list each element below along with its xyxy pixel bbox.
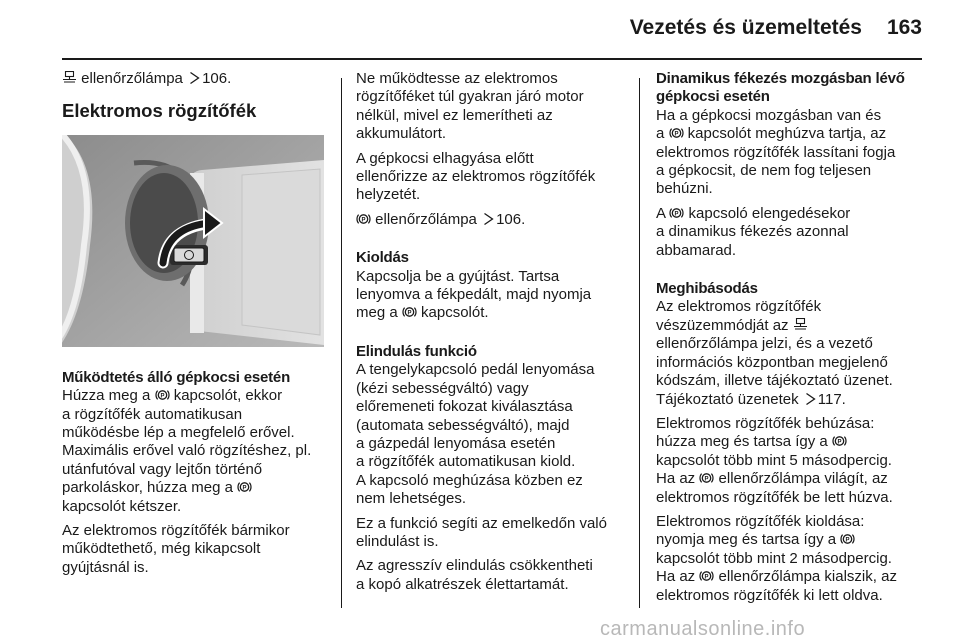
indicator-reference-line: ellenőrzőlámpa 106. — [62, 70, 326, 88]
paragraph: Húzza meg a kapcsolót, ekkor a rögzítőfék automatikusan működésbe lép a megfelelő erővel. Maximális erővel való rögzítéshez, pl. utánfutóval vagy lejtőn történő parkoláskor, húzza meg a kapcsolót kétszer. — [62, 387, 312, 515]
column-3 — [656, 70, 924, 611]
header-divider — [62, 58, 922, 60]
page-reference-arrow-icon — [803, 392, 818, 406]
paragraph: Kapcsolja be a gyújtást. Tartsa lenyomva a fékpedált, majd nyomja meg a kapcsolót. — [356, 267, 592, 322]
brake-warning-icon — [793, 318, 808, 332]
subheading-release: Kioldás — [356, 249, 409, 267]
paragraph: A gépkocsi elhagyása előtt ellenőrizze az elektromos rögzítőfék helyzetét. — [356, 149, 596, 204]
column-1 — [62, 70, 326, 583]
column-divider-1 — [341, 78, 342, 608]
parking-brake-icon — [832, 434, 847, 448]
column-divider-2 — [639, 78, 640, 608]
paragraph: Az elektromos rögzítőfék vészüzemmódját az ellenőrzőlámpa jelzi, és a vezető információs központban megjelenő kódszám, illetve tájékoztató üzenet. Tájékoztató üzenetek 117. — [656, 298, 893, 408]
page-reference-arrow-icon — [187, 71, 202, 85]
parking-brake-icon — [155, 388, 170, 402]
subheading-dynamic-braking: Dinamikus fékezés mozgásban lévő gépkocsi esetén — [656, 70, 905, 106]
column-2 — [356, 70, 622, 600]
parking-brake-icon — [669, 126, 684, 140]
page-reference-arrow-icon — [481, 212, 496, 226]
parking-brake-icon — [669, 206, 684, 220]
paragraph: Ha a gépkocsi mozgásban van és a kapcsolót meghúzva tartja, az elektromos rögzítőfék lassítani fogja a gépkocsit, de nem fog teljesen behúzni. — [656, 106, 896, 198]
parking-brake-icon — [699, 471, 714, 485]
subheading-stationary: Működtetés álló gépkocsi esetén — [62, 368, 291, 386]
paragraph: A tengelykapcsoló pedál lenyomása (kézi sebességváltó) vagy előremeneti fokozat kiválasztása (automata sebességváltó), majd a gázpedál lenyomása esetén a rögzítőfék automatikusan kiold. A kapcsoló meghúzása közben ez nem lehetséges. — [356, 361, 595, 508]
parking-brake-switch-illustration — [62, 135, 324, 347]
page-number: 163 — [886, 16, 922, 39]
paragraph: Ne működtesse az elektromos rögzítőféket túl gyakran járó motor nélkül, mivel ez lemerítheti az akkumulátort. — [356, 70, 584, 143]
parking-brake-icon — [699, 569, 714, 583]
parking-brake-icon — [402, 305, 417, 319]
page-header — [62, 14, 922, 48]
watermark: carmanualsonline.info — [600, 618, 806, 640]
parking-brake-icon — [356, 212, 371, 226]
header-title: Vezetés és üzemeltetés — [629, 16, 862, 39]
section-title: Elektromos rögzítőfék — [62, 100, 257, 122]
paragraph: Ez a funkció segíti az emelkedőn való elindulást is. — [356, 514, 607, 550]
subheading-fault: Meghibásodás — [656, 280, 758, 298]
paragraph: Az elektromos rögzítőfék bármikor működtethető, még kikapcsolt gyújtásnál is. — [62, 522, 290, 576]
paragraph: Elektromos rögzítőfék behúzása: húzza meg és tartsa így a kapcsolót több mint 5 másodpercig. Ha az ellenőrzőlámpa világít, az elektromos rögzítőfék be lett húzva. — [656, 414, 893, 506]
paragraph: Az agresszív elindulás csökkentheti a kopó alkatrészek élettartamát. — [356, 557, 593, 593]
paragraph: Elektromos rögzítőfék kioldása: nyomja meg és tartsa így a kapcsolót több mint 2 másodpercig. Ha az ellenőrzőlámpa kialszik, az elektromos rögzítőfék ki lett oldva. — [656, 512, 897, 604]
brake-service-icon — [62, 71, 77, 85]
parking-brake-icon — [840, 532, 855, 546]
paragraph: A kapcsoló elengedésekor a dinamikus fékezés azonnal abbamarad. — [656, 204, 851, 259]
indicator-reference-line: ellenőrzőlámpa 106. — [356, 211, 622, 229]
parking-brake-icon — [237, 480, 252, 494]
subheading-drive-away: Elindulás funkció — [356, 342, 477, 360]
